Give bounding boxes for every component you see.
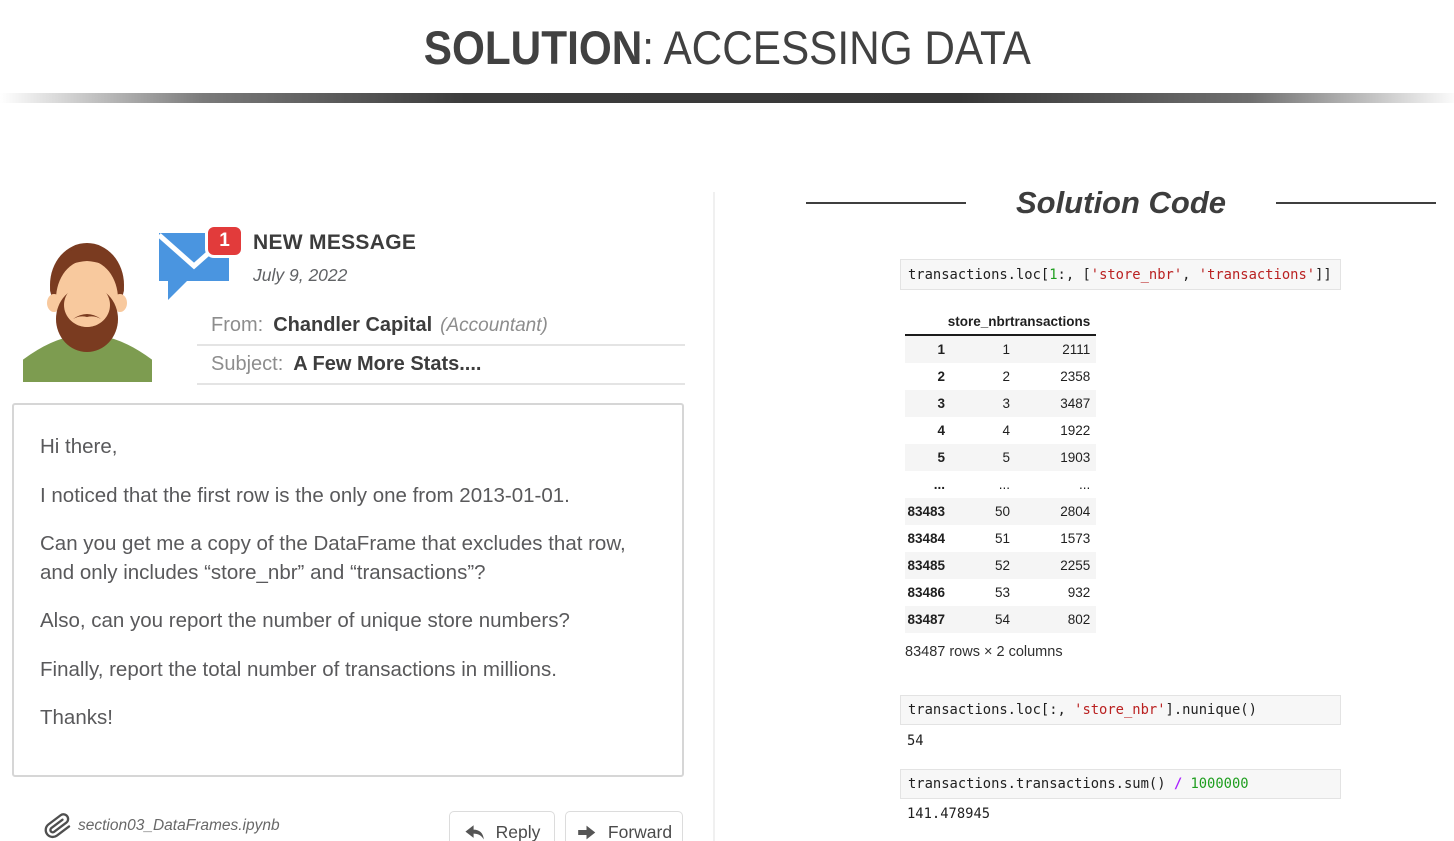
forward-label: Forward [607, 821, 673, 841]
table-cell: 51 [994, 531, 1010, 546]
column-header-transactions: transactions [1010, 310, 1096, 335]
page-title [0, 20, 1454, 75]
table-cell: 932 [1067, 585, 1091, 600]
table-row [905, 335, 1096, 363]
code-token: 1000000 [1190, 776, 1249, 792]
subject-value: A Few More Stats.... [293, 353, 482, 375]
message-date: July 9, 2022 [253, 265, 348, 285]
table-row [905, 579, 1096, 606]
heading-rule-left [806, 202, 966, 204]
row-index: 83486 [907, 585, 945, 600]
new-message-label: NEW MESSAGE [253, 231, 417, 254]
solution-code-heading [806, 185, 1436, 221]
code-token: 1 [1049, 266, 1058, 283]
message-meta [197, 307, 685, 385]
column-header-store-nbr: store_nbr [945, 310, 1010, 335]
code-token: transactions.transactions.sum() [908, 776, 1174, 792]
code-token: :, [ [1057, 266, 1091, 283]
forward-button[interactable] [565, 811, 683, 841]
table-cell: 2111 [1062, 342, 1091, 357]
table-cell: 5 [1002, 450, 1010, 465]
sender-avatar [23, 233, 152, 382]
table-cell: 53 [994, 585, 1010, 600]
code-cell-1 [900, 259, 1341, 290]
dataframe-shape-caption: 83487 rows × 2 columns [905, 644, 1063, 660]
code-cell-3 [900, 769, 1341, 799]
code-output-nunique: 54 [907, 733, 924, 749]
subject-label: Subject: [211, 353, 284, 375]
table-cell: 50 [994, 504, 1010, 519]
table-row [905, 498, 1096, 525]
code-cell-2 [900, 695, 1341, 725]
code-token: ].nunique() [1165, 702, 1257, 718]
body-paragraph: Can you get me a copy of the DataFrame that excludes that row, and only includes “store_nbr” and “transactions”? [40, 532, 626, 584]
table-row [905, 471, 1096, 498]
column-divider [713, 192, 715, 841]
row-index: 3 [937, 396, 945, 411]
from-row [197, 307, 685, 346]
row-index: 5 [937, 450, 945, 465]
table-cell: 1 [1002, 342, 1010, 357]
row-index: 1 [937, 342, 945, 357]
attachment-filename[interactable]: section03_DataFrames.ipynb [78, 817, 280, 834]
table-row [905, 525, 1096, 552]
code-token: 'transactions' [1198, 266, 1316, 283]
body-paragraph: Finally, report the total number of transactions in millions. [40, 657, 557, 681]
dataframe-output-table [905, 310, 1096, 633]
heading-rule-right [1276, 202, 1436, 204]
table-cell: ... [1079, 477, 1091, 492]
table-row [905, 552, 1096, 579]
index-header [905, 310, 945, 335]
body-paragraph: Also, can you report the number of unique store numbers? [40, 609, 570, 632]
code-token: , [1182, 266, 1199, 283]
row-index: ... [933, 477, 945, 492]
table-cell: 1922 [1060, 423, 1091, 438]
table-row [905, 606, 1096, 633]
from-name: Chandler Capital [273, 314, 433, 336]
code-output-sum-millions: 141.478945 [907, 806, 991, 822]
code-token: transactions.loc[:, [908, 702, 1075, 718]
table-cell: 2804 [1060, 504, 1091, 519]
body-paragraph: Thanks! [40, 706, 113, 729]
table-cell: 2358 [1060, 369, 1091, 384]
body-paragraph: Hi there, [40, 435, 118, 458]
table-cell: 2255 [1060, 558, 1091, 573]
code-token: transactions.loc[ [908, 266, 1050, 283]
message-body [12, 403, 684, 777]
table-cell: 3 [1002, 396, 1010, 411]
table-cell: 2 [1002, 369, 1010, 384]
table-cell: 52 [994, 558, 1010, 573]
code-token: 'store_nbr' [1090, 266, 1183, 283]
row-index: 83483 [907, 504, 945, 519]
table-cell: 54 [994, 612, 1010, 627]
page-title-rest: : ACCESSING DATA [641, 21, 1031, 74]
subject-row [197, 346, 685, 385]
row-index: 83484 [907, 531, 945, 546]
table-header-row [905, 310, 1096, 335]
row-index: 83487 [907, 612, 945, 627]
solution-code-title: Solution Code [1015, 185, 1227, 220]
table-row [905, 390, 1096, 417]
paperclip-icon [42, 809, 74, 841]
reply-button[interactable] [449, 811, 555, 841]
table-cell: 1573 [1060, 531, 1091, 546]
row-index: 4 [937, 423, 945, 438]
table-cell: 802 [1067, 612, 1091, 627]
page-title-bold: SOLUTION [423, 21, 642, 74]
row-index: 2 [937, 369, 945, 384]
forward-arrow-icon [576, 824, 597, 841]
code-token [1182, 776, 1190, 792]
unread-count-badge [205, 224, 244, 258]
table-cell: ... [998, 477, 1010, 492]
reply-label: Reply [495, 821, 541, 841]
body-paragraph: I noticed that the first row is the only one from 2013-01-01. [40, 483, 570, 507]
title-divider-bar [0, 93, 1454, 103]
table-cell: 4 [1002, 423, 1010, 438]
reply-arrow-icon [464, 823, 485, 841]
from-role: (Accountant) [440, 314, 548, 336]
table-row [905, 363, 1096, 390]
unread-count: 1 [219, 230, 230, 251]
code-token: ]] [1315, 266, 1332, 283]
code-token: 'store_nbr' [1074, 702, 1166, 718]
table-row [905, 444, 1096, 471]
table-cell: 1903 [1060, 450, 1091, 465]
row-index: 83485 [907, 558, 945, 573]
code-token: / [1173, 776, 1183, 792]
table-cell: 3487 [1060, 396, 1091, 411]
from-label: From: [211, 314, 264, 336]
table-row [905, 417, 1096, 444]
